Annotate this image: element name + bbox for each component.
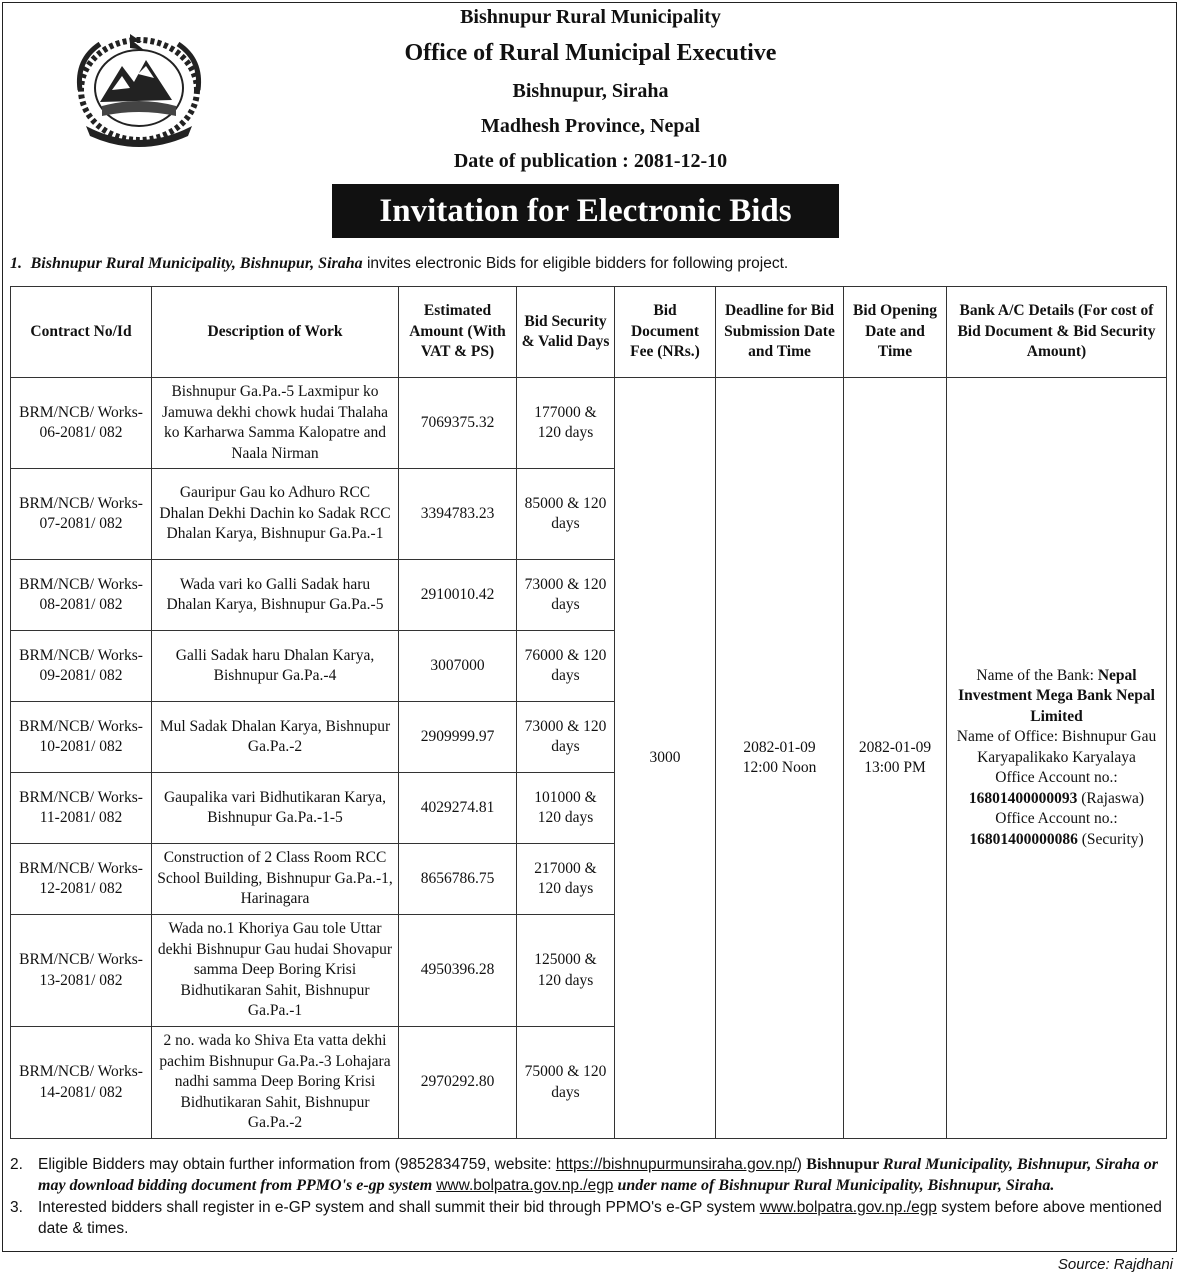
account2-number: 16801400000086 xyxy=(969,830,1078,848)
account1-type: (Rajaswa) xyxy=(1077,789,1145,807)
intro-paragraph xyxy=(10,255,1170,273)
submission-deadline xyxy=(716,378,844,1139)
account2-type: (Security) xyxy=(1077,830,1144,848)
notice-title: Invitation for Electronic Bids xyxy=(332,184,839,238)
work-description: Gaupalika vari Bidhutikaran Karya, Bishnupur Ga.Pa.-1-5 xyxy=(152,773,399,844)
contract-id: BRM/NCB/ Works-10-2081/ 082 xyxy=(11,702,152,773)
col-amount-header: Estimated Amount (With VAT & PS) xyxy=(399,287,517,378)
bid-security: 75000 & 120 days xyxy=(517,1027,615,1139)
note-2-bold-italic: Rural Municipality, Bishnupur, Siraha or may download bidding document from PPMO's e-gp system xyxy=(38,1156,1158,1194)
account1-label: Office Account no.: xyxy=(995,769,1118,787)
contract-id: BRM/NCB/ Works-09-2081/ 082 xyxy=(11,631,152,702)
work-description: Bishnupur Ga.Pa.-5 Laxmipur ko Jamuwa dekhi chowk hudai Thalaha ko Karharwa Samma Kalopatre and Naala Nirman xyxy=(152,378,399,469)
bid-security: 101000 & 120 days xyxy=(517,773,615,844)
table-header-row xyxy=(11,287,1167,378)
deadline-time: 12:00 Noon xyxy=(742,759,817,776)
work-description: Wada no.1 Khoriya Gau tole Uttar dekhi Bishnupur Gau hudai Shovapur samma Deep Boring Krisi Bidhutikaran Sahit, Bishnupur Ga.Pa.-1 xyxy=(152,915,399,1027)
bid-security: 76000 & 120 days xyxy=(517,631,615,702)
estimated-amount: 7069375.32 xyxy=(399,378,517,469)
col-fee-header: Bid Document Fee (NRs.) xyxy=(615,287,716,378)
table-row xyxy=(11,378,1167,469)
col-bank-header: Bank A/C Details (For cost of Bid Document & Bid Security Amount) xyxy=(947,287,1167,378)
col-security-header: Bid Security & Valid Days xyxy=(517,287,615,378)
col-description-header: Description of Work xyxy=(152,287,399,378)
contract-id: BRM/NCB/ Works-12-2081/ 082 xyxy=(11,844,152,915)
office-name: Office of Rural Municipal Executive xyxy=(404,40,777,66)
col-deadline-header: Deadline for Bid Submission Date and Time xyxy=(716,287,844,378)
bid-document-fee: 3000 xyxy=(615,378,716,1139)
bank-office: Name of Office: Bishnupur Gau Karyapalikako Karyalaya xyxy=(956,728,1157,766)
municipality-name: Bishnupur Rural Municipality xyxy=(460,6,721,28)
bid-security: 73000 & 120 days xyxy=(517,702,615,773)
estimated-amount: 4029274.81 xyxy=(399,773,517,844)
bid-security: 125000 & 120 days xyxy=(517,915,615,1027)
bid-opening xyxy=(844,378,947,1139)
note-3 xyxy=(10,1197,1172,1239)
office-location: Bishnupur, Siraha xyxy=(512,80,669,102)
estimated-amount: 2909999.97 xyxy=(399,702,517,773)
estimated-amount: 3007000 xyxy=(399,631,517,702)
note-3-text: Interested bidders shall register in e-GP system and shall summit their bid through PPMO's e-GP system xyxy=(38,1199,760,1216)
account2-label: Office Account no.: xyxy=(995,810,1118,828)
publication-date: Date of publication : 2081-12-10 xyxy=(453,150,728,172)
bid-security: 217000 & 120 days xyxy=(517,844,615,915)
bid-security: 177000 & 120 days xyxy=(517,378,615,469)
note-2-number: 2. xyxy=(10,1156,23,1173)
bank-name-label: Name of the Bank: xyxy=(976,666,1098,684)
intro-number: 1. xyxy=(10,255,22,272)
opening-time: 13:00 PM xyxy=(864,759,926,776)
contract-id: BRM/NCB/ Works-08-2081/ 082 xyxy=(11,560,152,631)
egp-link[interactable]: www.bolpatra.gov.np./egp xyxy=(436,1177,614,1194)
note-3-text-end: system before above mentioned date & times. xyxy=(38,1199,1162,1237)
estimated-amount: 4950396.28 xyxy=(399,915,517,1027)
work-description: Gauripur Gau ko Adhuro RCC Dhalan Dekhi Dachin ko Sadak RCC Dhalan Karya, Bishnupur Ga.Pa.-1 xyxy=(152,469,399,560)
contract-id: BRM/NCB/ Works-11-2081/ 082 xyxy=(11,773,152,844)
notes-section xyxy=(10,1154,1172,1240)
source-credit: Source: Rajdhani xyxy=(1057,1256,1173,1273)
note-2-bold: Bishnupur xyxy=(806,1156,883,1173)
work-description: Wada vari ko Galli Sadak haru Dhalan Karya, Bishnupur Ga.Pa.-5 xyxy=(152,560,399,631)
account1-number: 16801400000093 xyxy=(968,789,1078,807)
estimated-amount: 2970292.80 xyxy=(399,1027,517,1139)
note-2-text: Eligible Bidders may obtain further information from (9852834759, website: xyxy=(38,1156,556,1173)
egp-link-2[interactable]: www.bolpatra.gov.np./egp xyxy=(759,1199,937,1216)
estimated-amount: 8656786.75 xyxy=(399,844,517,915)
col-opening-header: Bid Opening Date and Time xyxy=(844,287,947,378)
bid-security: 73000 & 120 days xyxy=(517,560,615,631)
contract-id: BRM/NCB/ Works-13-2081/ 082 xyxy=(11,915,152,1027)
note-2-bold-italic-end: under name of Bishnupur Rural Municipality, Bishnupur, Siraha. xyxy=(613,1177,1055,1194)
note-3-number: 3. xyxy=(10,1199,23,1216)
note-2-paren: ) xyxy=(796,1156,807,1173)
note-2 xyxy=(10,1154,1172,1196)
intro-org: Bishnupur Rural Municipality, Bishnupur, Siraha xyxy=(30,255,363,272)
bids-table xyxy=(10,286,1167,1139)
municipality-website-link[interactable]: https://bishnupurmunsiraha.gov.np/ xyxy=(555,1156,797,1173)
estimated-amount: 2910010.42 xyxy=(399,560,517,631)
opening-date: 2082-01-09 xyxy=(858,738,932,756)
work-description: Mul Sadak Dhalan Karya, Bishnupur Ga.Pa.-2 xyxy=(152,702,399,773)
bid-security: 85000 & 120 days xyxy=(517,469,615,560)
contract-id: BRM/NCB/ Works-14-2081/ 082 xyxy=(11,1027,152,1139)
contract-id: BRM/NCB/ Works-06-2081/ 082 xyxy=(11,378,152,469)
intro-text: invites electronic Bids for eligible bidders for following project. xyxy=(362,255,789,272)
bank-details xyxy=(947,378,1167,1139)
province: Madhesh Province, Nepal xyxy=(480,115,701,137)
contract-id: BRM/NCB/ Works-07-2081/ 082 xyxy=(11,469,152,560)
work-description: Construction of 2 Class Room RCC School Building, Bishnupur Ga.Pa.-1, Harinagara xyxy=(152,844,399,915)
deadline-date: 2082-01-09 xyxy=(743,738,816,756)
bank-name-value: Nepal Investment Mega Bank Nepal Limited xyxy=(958,666,1155,725)
work-description: Galli Sadak haru Dhalan Karya, Bishnupur Ga.Pa.-4 xyxy=(152,631,399,702)
col-contract-header: Contract No/Id xyxy=(11,287,152,378)
work-description: 2 no. wada ko Shiva Eta vatta dekhi pachim Bishnupur Ga.Pa.-3 Lohajara nadhi samma Deep Boring Krisi Bidhutikaran Sahit, Bishnupur Ga.Pa.-2 xyxy=(152,1027,399,1139)
estimated-amount: 3394783.23 xyxy=(399,469,517,560)
